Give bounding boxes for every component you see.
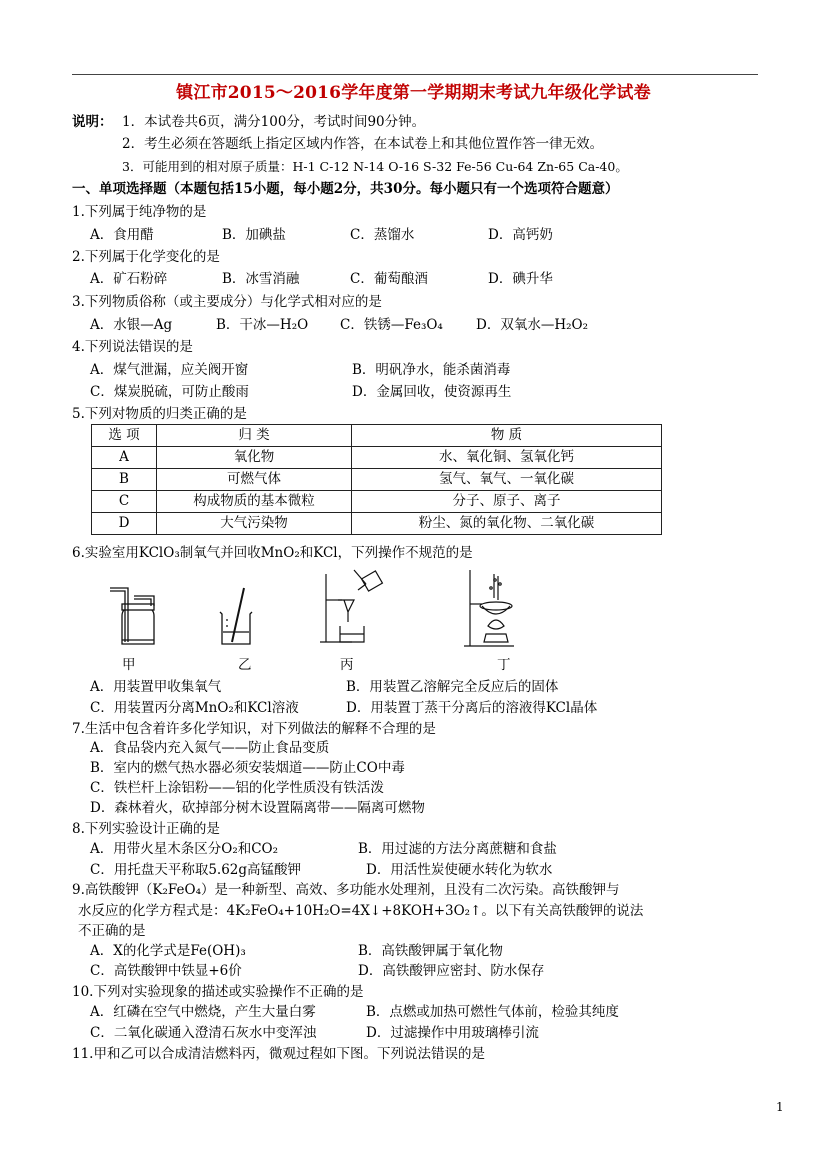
q1-option-b: B．加碘盐 (222, 227, 286, 243)
table-cell: A (92, 447, 157, 469)
q9-stem-line2: 水反应的化学方程式是：4K₂FeO₄+10H₂O=4X↓+8KOH+3O₂↑。以下有关高铁酸钾的说法 (78, 903, 644, 919)
apparatus-label-bing: 丙 (340, 657, 354, 673)
q7-option-d: D．森林着火，砍掉部分树木设置隔离带——隔离可燃物 (90, 800, 425, 816)
table-row (92, 469, 662, 491)
q4-option-a: A．煤气泄漏，应关阀开窗 (90, 362, 249, 378)
q8-option-c: C．用托盘天平称取5.62g高锰酸钾 (90, 862, 302, 878)
table-cell: C (92, 491, 157, 513)
q7-option-a: A．食品袋内充入氮气——防止食品变质 (90, 740, 330, 756)
table-row (92, 491, 662, 513)
apparatus-ding-evaporation (462, 566, 528, 654)
q7-option-c: C．铁栏杆上涂铝粉——铝的化学性质没有铁活泼 (90, 780, 384, 796)
q3-option-b: B．干冰—H₂O (216, 317, 309, 333)
q5-stem: 5.下列对物质的归类正确的是 (72, 406, 247, 422)
q10-stem: 10.下列对实验现象的描述或实验操作不正确的是 (72, 984, 364, 1000)
table-cell: 大气污染物 (157, 513, 352, 535)
q10-option-b: B．点燃或加热可燃性气体前，检验其纯度 (366, 1004, 619, 1020)
apparatus-label-yi: 乙 (238, 657, 252, 673)
table-cell: 分子、原子、离子 (352, 491, 662, 513)
q9-stem-line1: 9.高铁酸钾（K₂FeO₄）是一种新型、高效、多功能水处理剂，且没有二次污染。高铁酸钾与 (72, 882, 620, 898)
q8-stem: 8.下列实验设计正确的是 (72, 821, 220, 837)
q6-option-d: D．用装置丁蒸干分离后的溶液得KCl晶体 (346, 700, 598, 716)
q2-option-d: D．碘升华 (488, 271, 553, 287)
table-cell: 可燃气体 (157, 469, 352, 491)
q6-option-a: A．用装置甲收集氧气 (90, 679, 222, 695)
page-number: 1 (776, 1100, 784, 1114)
q8-option-d: D．用活性炭使硬水转化为软水 (366, 862, 553, 878)
exam-title: 镇江市2015～2016学年度第一学期期末考试九年级化学试卷 (176, 83, 651, 103)
apparatus-jia-gas-bottle (104, 584, 164, 650)
q9-stem-line3: 不正确的是 (78, 923, 146, 939)
table-cell: B (92, 469, 157, 491)
note-2: 2．考生必须在答题纸上指定区域内作答，在本试卷上和其他位置作答一律无效。 (122, 136, 604, 152)
q4-option-d: D．金属回收，使资源再生 (352, 384, 512, 400)
q7-option-b: B．室内的燃气热水器必须安装烟道——防止CO中毒 (90, 760, 405, 776)
q2-stem: 2.下列属于化学变化的是 (72, 249, 220, 265)
q8-option-a: A．用带火星木条区分O₂和CO₂ (90, 841, 279, 857)
header-rule (72, 74, 758, 75)
q1-option-d: D．高钙奶 (488, 227, 553, 243)
q10-option-a: A．红磷在空气中燃烧，产生大量白雾 (90, 1004, 316, 1020)
q9-option-a: A．X的化学式是Fe(OH)₃ (90, 943, 246, 959)
q9-option-c: C．高铁酸钾中铁显+6价 (90, 963, 242, 979)
q10-option-d: D．过滤操作中用玻璃棒引流 (366, 1025, 539, 1041)
notes-label: 说明： (72, 114, 113, 130)
q1-option-a: A．食用醋 (90, 227, 154, 243)
section-heading: 一、单项选择题（本题包括15小题，每小题2分，共30分。每小题只有一个选项符合题意） (72, 181, 619, 197)
q3-option-a: A．水银—Ag (90, 317, 173, 333)
table-row (92, 447, 662, 469)
q2-option-b: B．冰雪消融 (222, 271, 300, 287)
q5-table (91, 424, 662, 535)
q1-option-c: C．蒸馏水 (350, 227, 415, 243)
q2-option-c: C．葡萄酿酒 (350, 271, 428, 287)
q6-stem: 6.实验室用KClO₃制氧气并回收MnO₂和KCl，下列操作不规范的是 (72, 545, 473, 561)
q11-stem: 11.甲和乙可以合成清洁燃料丙，微观过程如下图。下列说法错误的是 (72, 1046, 485, 1062)
table-cell: 氧化物 (157, 447, 352, 469)
q6-option-b: B．用装置乙溶解完全反应后的固体 (346, 679, 559, 695)
q4-option-b: B．明矾净水，能杀菌消毒 (352, 362, 511, 378)
q3-option-d: D．双氧水—H₂O₂ (476, 317, 588, 333)
apparatus-label-jia: 甲 (122, 657, 136, 673)
apparatus-bing-filtration (318, 568, 388, 650)
apparatus-label-ding: 丁 (497, 657, 511, 673)
table-cell: 水、氧化铜、氢氧化钙 (352, 447, 662, 469)
table-cell: D (92, 513, 157, 535)
q7-stem: 7.生活中包含着许多化学知识，对下列做法的解释不合理的是 (72, 721, 436, 737)
table-cell: 粉尘、氮的氧化物、二氧化碳 (352, 513, 662, 535)
q4-stem: 4.下列说法错误的是 (72, 339, 193, 355)
q3-option-c: C．铁锈—Fe₃O₄ (340, 317, 443, 333)
table-cell: 构成物质的基本微粒 (157, 491, 352, 513)
q2-option-a: A．矿石粉碎 (90, 271, 168, 287)
apparatus-yi-beaker (216, 584, 256, 648)
q4-option-c: C．煤炭脱硫，可防止酸雨 (90, 384, 249, 400)
q9-option-d: D．高铁酸钾应密封、防水保存 (358, 963, 545, 979)
q8-option-b: B．用过滤的方法分离蔗糖和食盐 (358, 841, 557, 857)
q6-option-c: C．用装置丙分离MnO₂和KCl溶液 (90, 700, 299, 716)
q10-option-c: C．二氧化碳通入澄清石灰水中变浑浊 (90, 1025, 317, 1041)
table-header-cell: 选 项 (92, 425, 157, 447)
note-3: 3．可能用到的相对原子质量：H-1 C-12 N-14 O-16 S-32 Fe-56 Cu-64 Zn-65 Ca-40。 (122, 159, 628, 174)
table-header-cell: 物 质 (352, 425, 662, 447)
table-cell: 氢气、氧气、一氧化碳 (352, 469, 662, 491)
q3-stem: 3.下列物质俗称（或主要成分）与化学式相对应的是 (72, 294, 382, 310)
q1-stem: 1.下列属于纯净物的是 (72, 204, 207, 220)
q9-option-b: B．高铁酸钾属于氧化物 (358, 943, 503, 959)
table-header-cell: 归 类 (157, 425, 352, 447)
table-row (92, 513, 662, 535)
note-1: 1．本试卷共6页，满分100分，考试时间90分钟。 (122, 114, 426, 130)
table-header-row (92, 425, 662, 447)
